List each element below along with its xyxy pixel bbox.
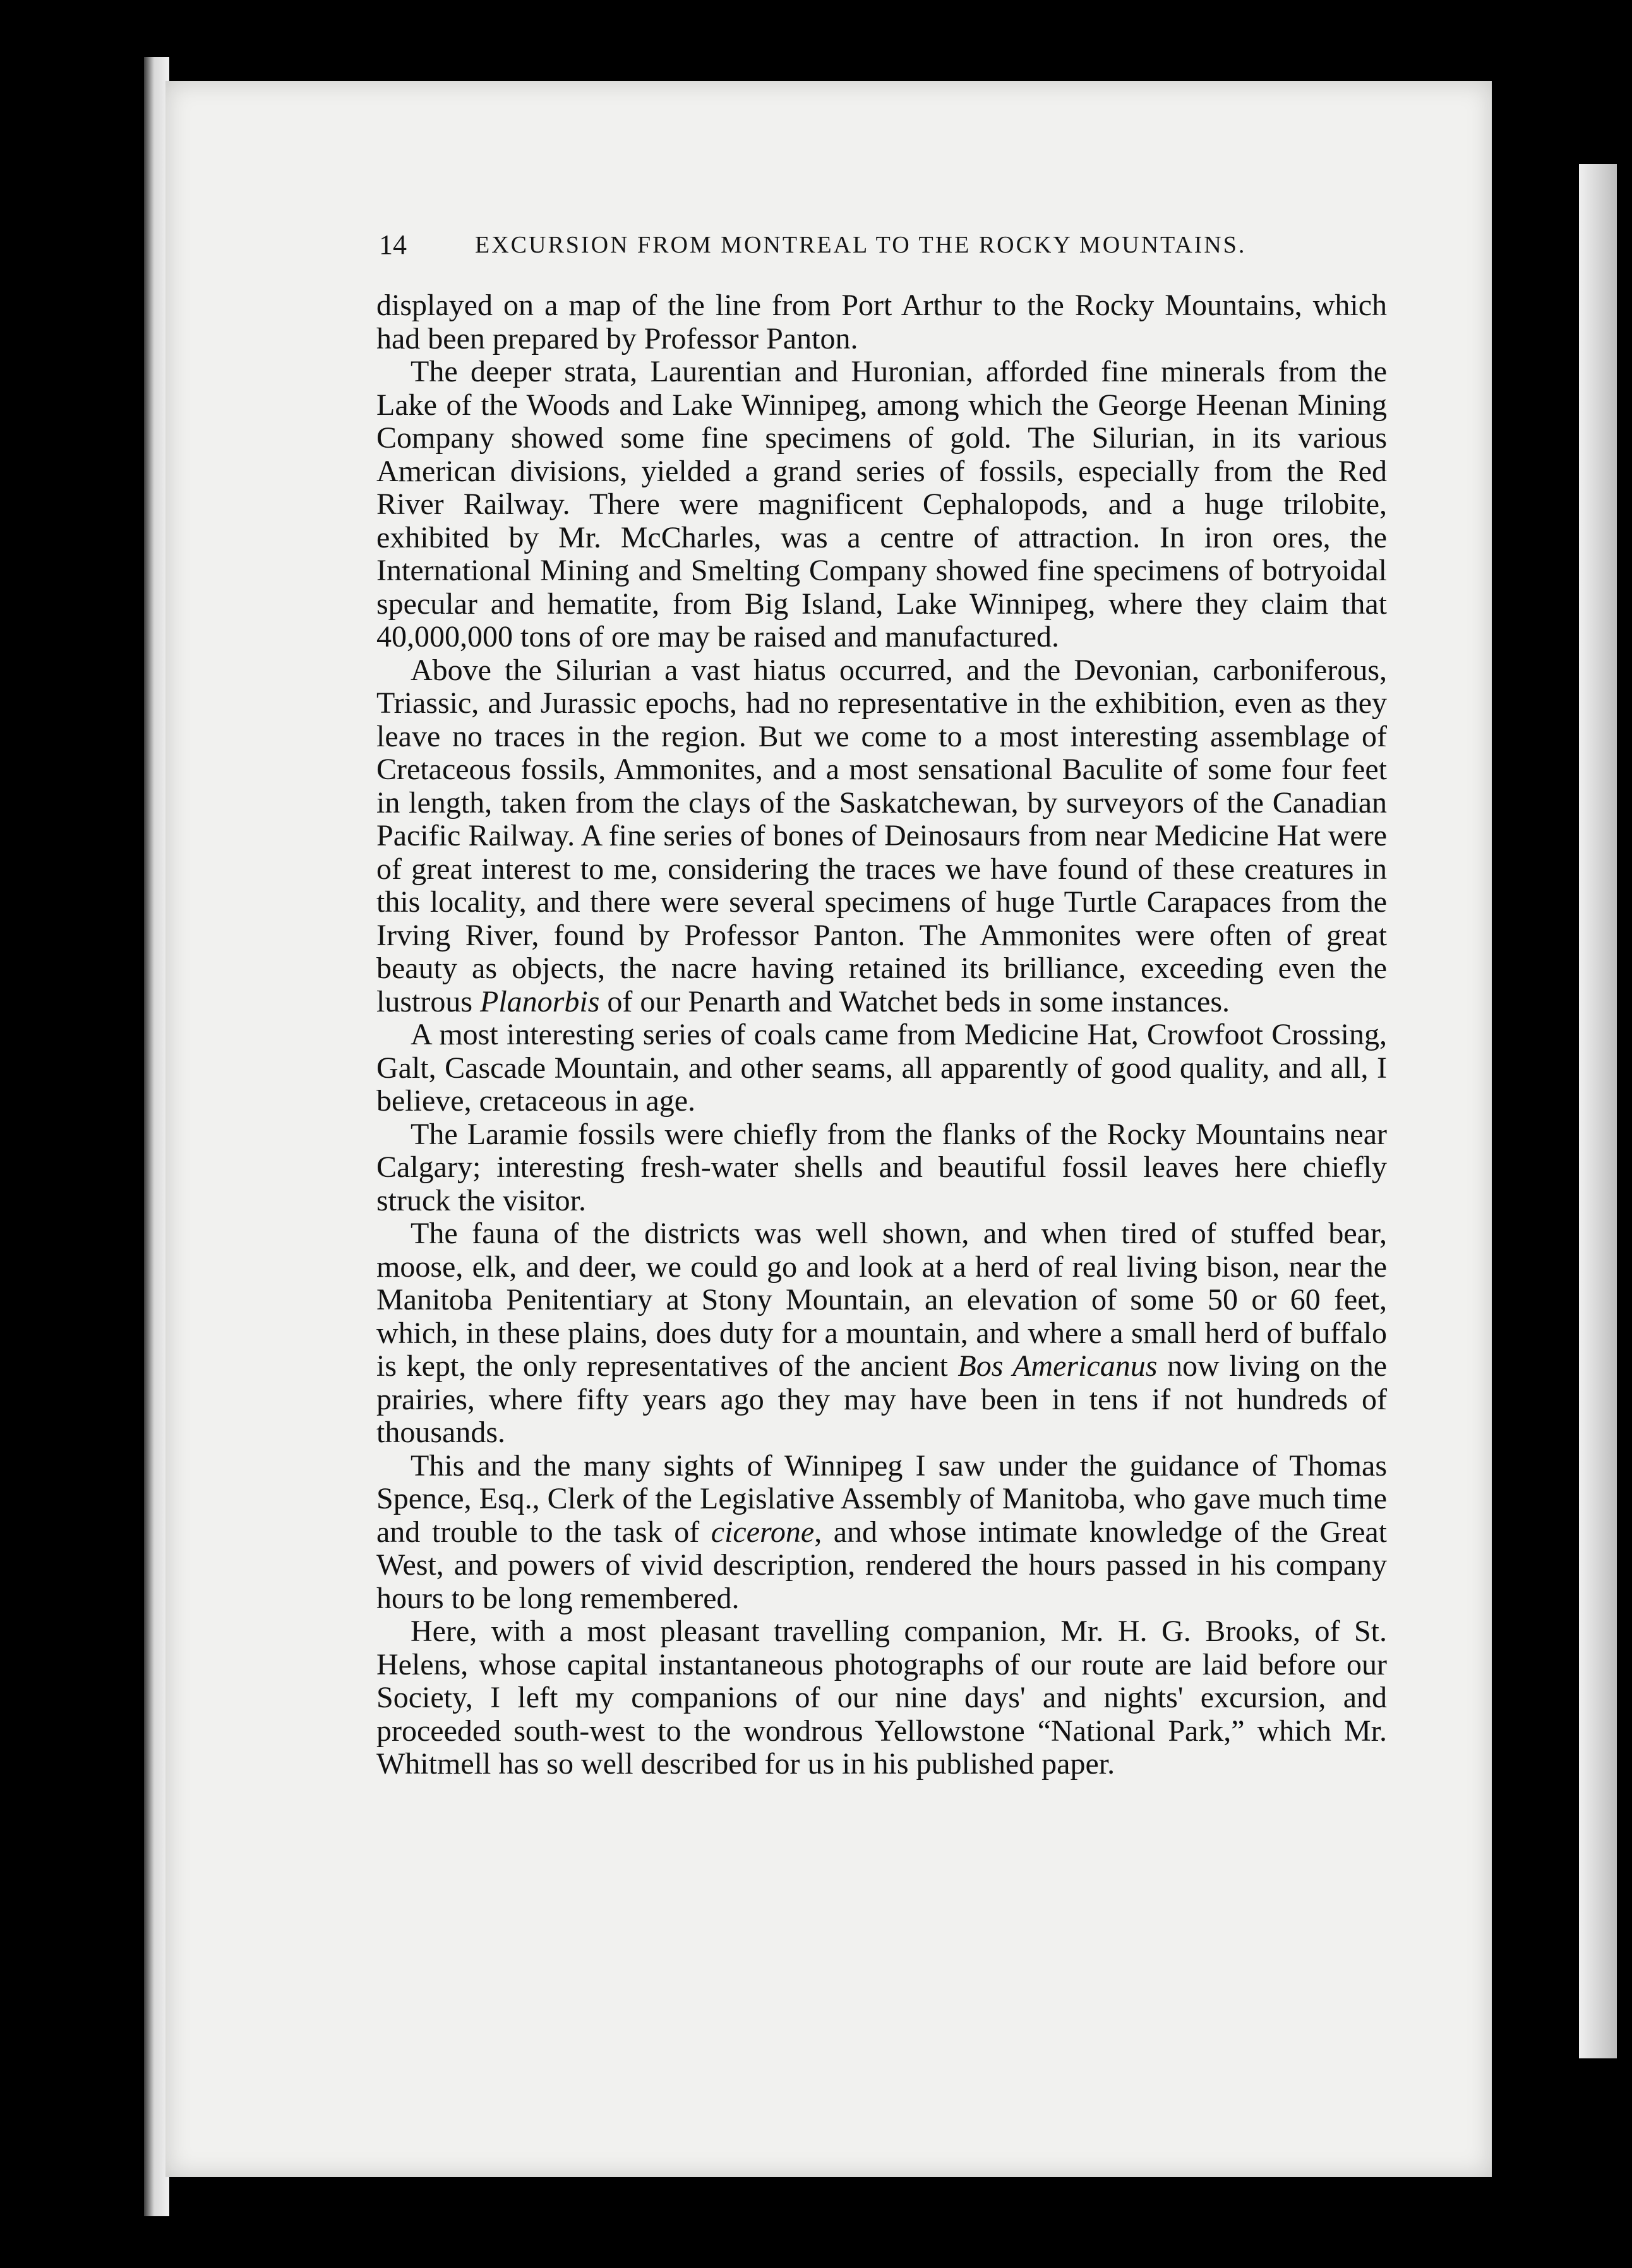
paragraph-4: A most interesting series of coals came from Medicine Hat, Crowfoot Crossing, Galt, Cascade Mountain, and other seams, all apparently of good quality, and all, I believe, cretaceous in age. <box>376 1018 1387 1118</box>
paragraph-3: Above the Silurian a vast hiatus occurred, and the Devonian, carboniferous, Triassic, and Jurassic epochs, had no representative in the exhibition, even as they leave no traces in the region. But we come to a most interesting assemblage of Cretaceous fossils, Ammonites, and a most sensational Baculite of some four feet in length, taken from the clays of the Saskatchewan, by surveyors of the Canadian Pacific Railway. A fine series of bones of Deinosaurs from near Medicine Hat were of great interest to me, considering the traces we have found of these creatures in this locality, and there were several specimens of huge Turtle Carapaces from the Irving River, found by Professor Panton. The Ammonites were often of great beauty as objects, the nacre having retained its brilliance, exceeding even the lustrous Planorbis of our Penarth and Watchet beds in some instances. <box>376 653 1387 1018</box>
paragraph-6: The fauna of the districts was well shown, and when tired of stuffed bear, moose, elk, and deer, we could go and look at a herd of real living bison, near the Manitoba Penitentiary at Stony Mountain, an elevation of some 50 or 60 feet, which, in these plains, does duty for a mountain, and where a small herd of buffalo is kept, the only representatives of the ancient Bos Americanus now living on the prairies, where fifty years ago they may have been in tens if not hundreds of thousands. <box>376 1217 1388 1449</box>
running-title: EXCURSION FROM MONTREAL TO THE ROCKY MOUNTAINS. <box>475 232 1247 258</box>
paragraph-8: Here, with a most pleasant travelling companion, Mr. H. G. Brooks, of St. Helens, whose capital instantaneous photographs of our route are laid before our Society, I left my companions of our nine days' and nights' excursion, and proceeded south-west to the wondrous Yellowstone “National Park,” which Mr. Whitmell has so well described for us in his published paper. <box>376 1614 1387 1781</box>
paragraph-5: The Laramie fossils were chiefly from the flanks of the Rocky Mountains near Calgary; interesting fresh-water shells and beautiful fossil leaves here chiefly struck the visitor. <box>376 1117 1387 1217</box>
page-number: 14 <box>379 229 407 260</box>
italic-term-bos-americanus: Bos Americanus <box>957 1349 1158 1383</box>
paragraph-1: displayed on a map of the line from Port Arthur to the Rocky Mountains, which had been prepared by Professor Panton. <box>376 289 1387 355</box>
page-gutter-shadow <box>1503 95 1573 2178</box>
paragraph-2: The deeper strata, Laurentian and Huronian, afforded fine minerals from the Lake of the Woods and Lake Winnipeg, among which the George Heenan Mining Company showed some fine specimens of gold. The Silurian, in its various American divisions, yielded a grand series of fossils, especially from the Red River Railway. There were magnificent Cephalopods, and a huge trilobite, exhibited by Mr. McCharles, was a centre of attraction. In iron ores, the International Mining and Smelting Company showed fine specimens of botryoidal specular and hematite, from Big Island, Lake Winnipeg, where they claim that 40,000,000 tons of ore may be raised and manufactured. <box>376 355 1387 654</box>
page-body-text <box>376 289 1387 1781</box>
italic-term-planorbis: Planorbis <box>480 984 600 1018</box>
italic-term-cicerone: cicerone <box>711 1515 815 1549</box>
next-page-edge <box>1579 164 1617 2058</box>
paragraph-7: This and the many sights of Winnipeg I saw under the guidance of Thomas Spence, Esq., Clerk of the Legislative Assembly of Manitoba, who gave much time and trouble to the task of cicerone, and whose intimate knowledge of the Great West, and powers of vivid description, rendered the hours passed in his company hours to be long remembered. <box>376 1448 1388 1615</box>
